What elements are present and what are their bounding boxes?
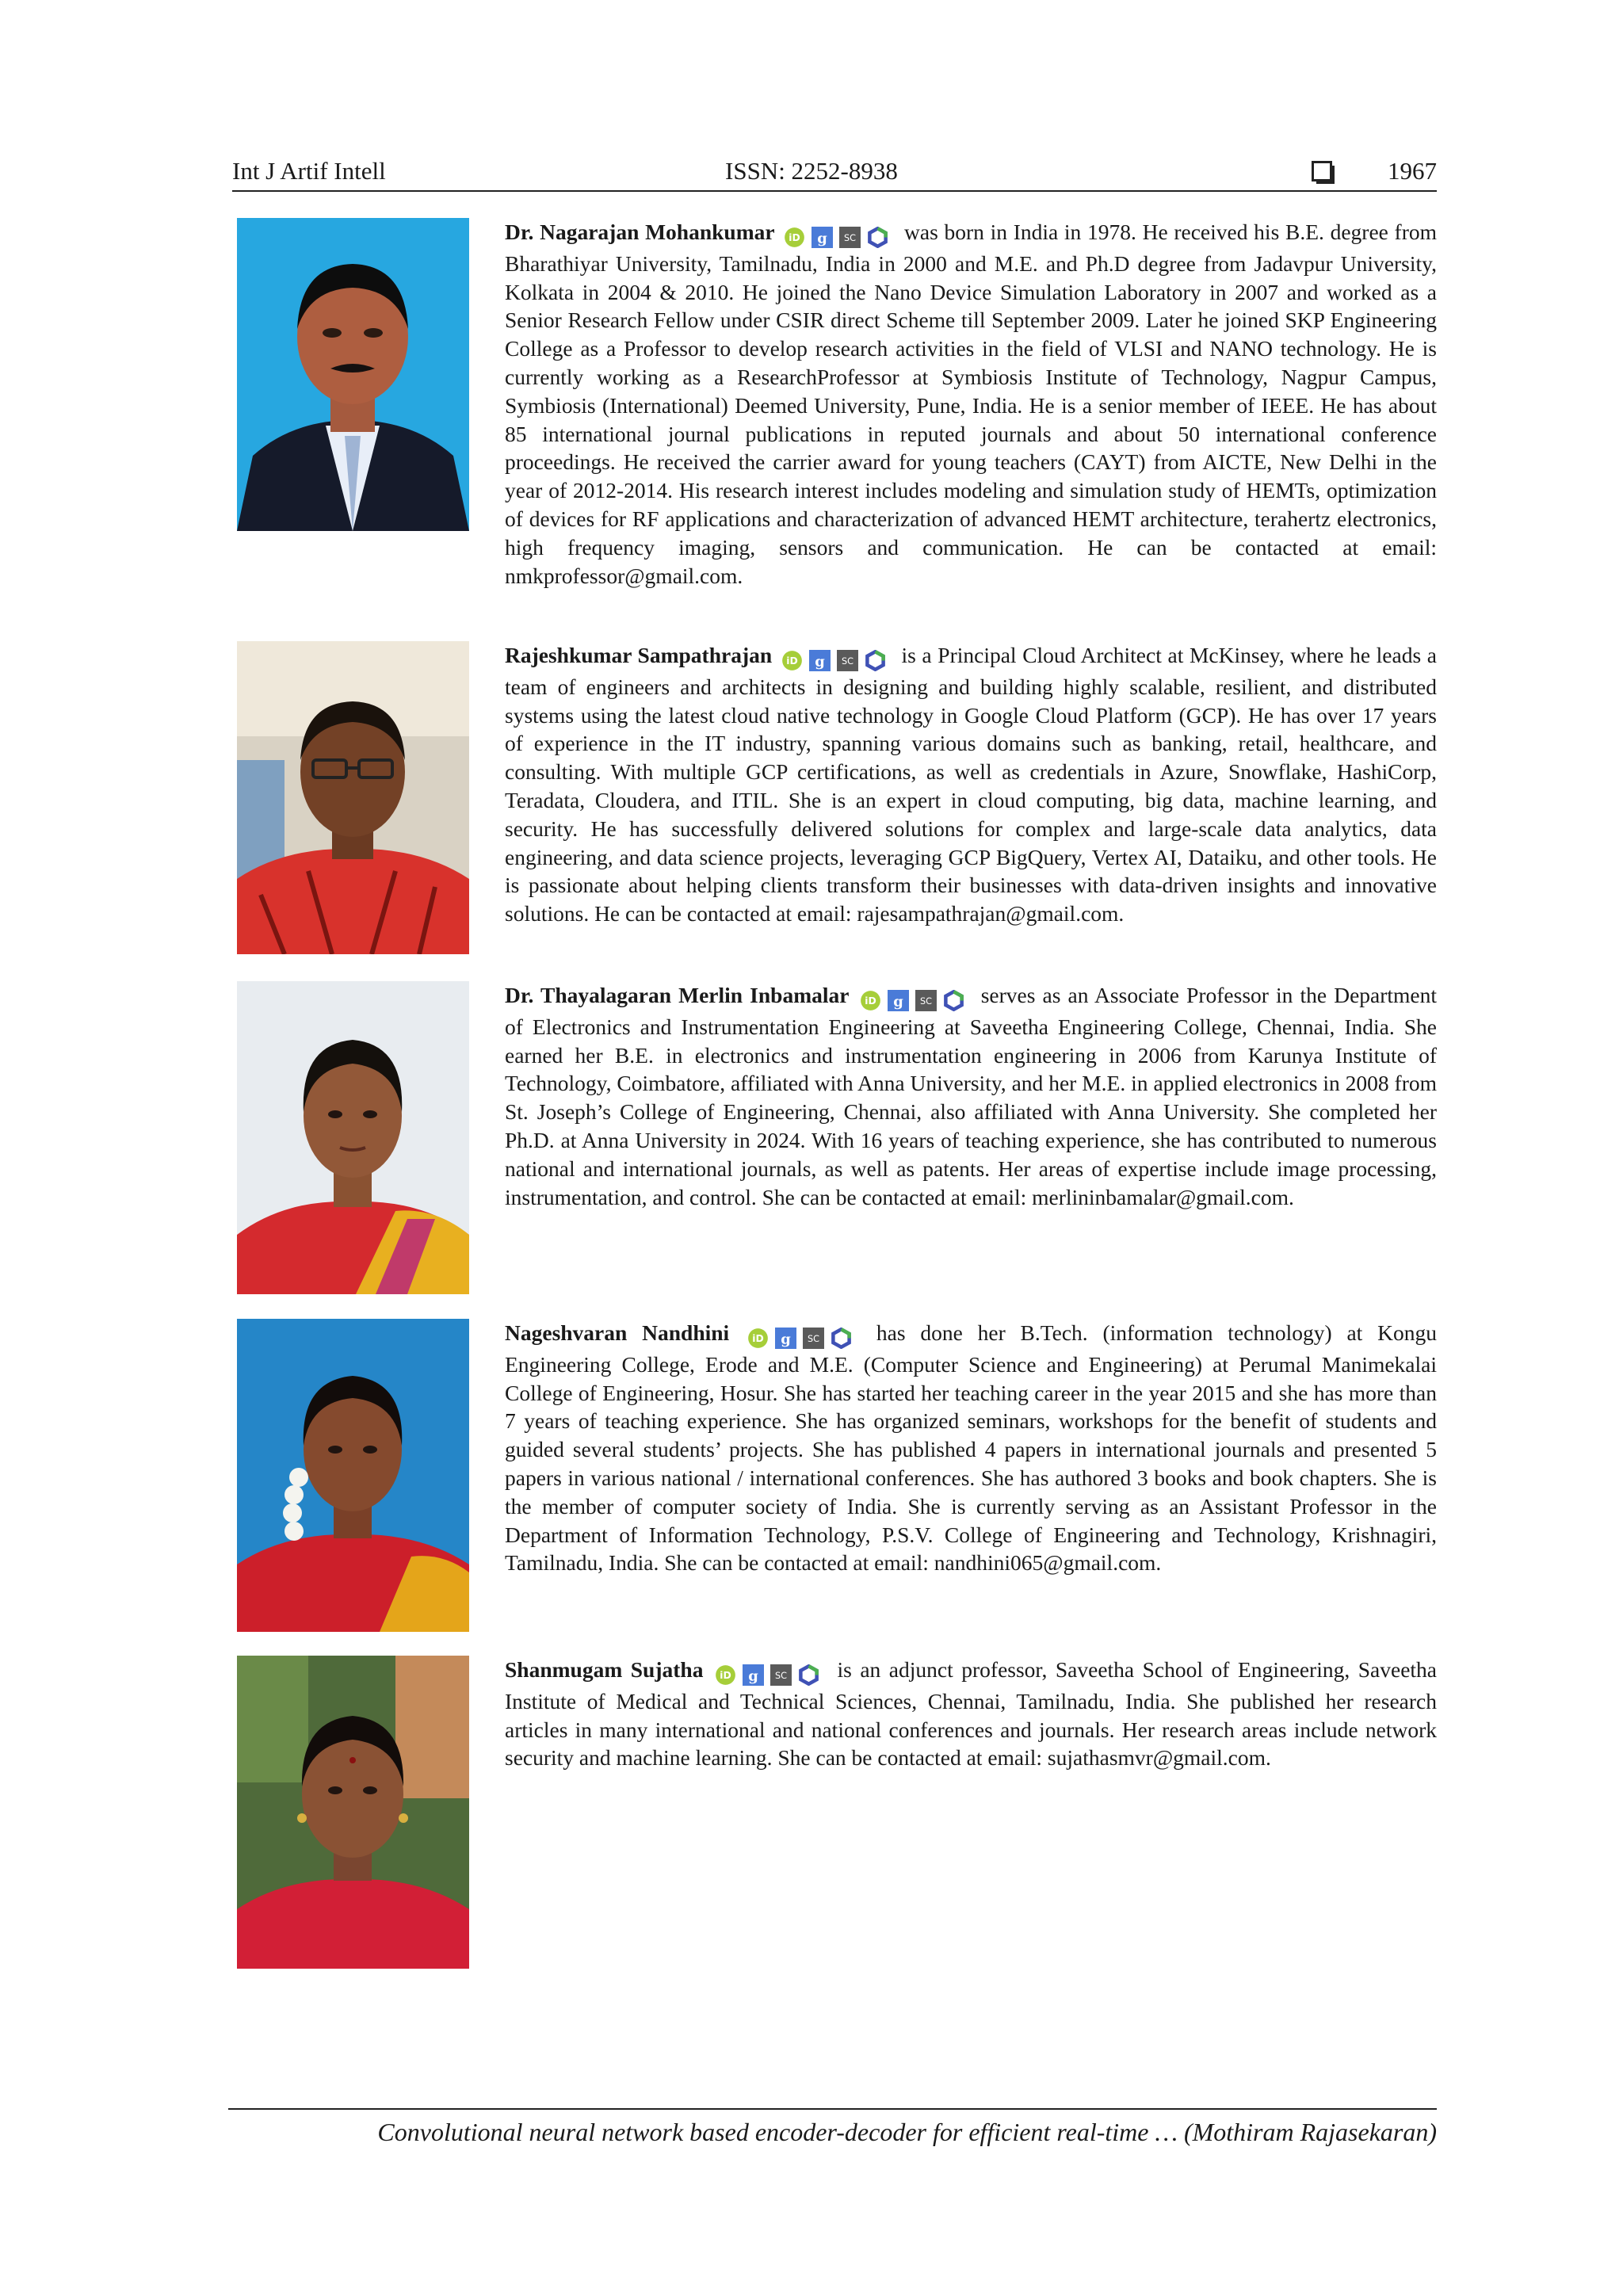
- publons-icon[interactable]: [798, 1664, 819, 1686]
- google-scholar-icon[interactable]: [812, 227, 833, 248]
- journal-name: Int J Artif Intell: [232, 157, 386, 185]
- scopus-icon[interactable]: [915, 990, 937, 1011]
- author-name: Nageshvaran Nandhini: [505, 1320, 730, 1345]
- profile-icons: [784, 221, 895, 250]
- profile-icons: [747, 1322, 858, 1350]
- google-scholar-icon[interactable]: [888, 990, 909, 1011]
- author-photo: [237, 981, 469, 1294]
- svg-text:iD: iD: [789, 232, 801, 244]
- page-header: [232, 152, 1437, 192]
- svg-text:g: g: [815, 653, 825, 670]
- bio-text: [505, 218, 1437, 590]
- author-photo: [237, 1656, 469, 1969]
- bio-description: has done her B.Tech. (information technology) at Kongu Engineering College, Erode and M.E. (Computer Science and Engineering) at Perumal Manimekalai College of Engineering, Hosur. She has started her teaching career in the year 2015 and she has more than 7 years of teaching experience. She has organized seminars, workshops for the benefit of students and guided several students’ projects. She has published 4 papers in international journals and presented 5 papers in various national / international conferences. She has authored 3 books and book chapters. She is the member of computer society of India. She is currently serving as an Assistant Professor in the Department of Information Technology, P.S.V. College of Engineering and Technology, Krishnagiri, Tamilnadu, India. She can be contacted at email: nandhini065@gmail.com.: [505, 1320, 1438, 1576]
- square-icon: [1312, 161, 1332, 181]
- svg-text:SC: SC: [844, 233, 857, 244]
- bio-text: [505, 1656, 1437, 1772]
- page-number: 1967: [1388, 157, 1437, 185]
- author-photo: [237, 1319, 469, 1632]
- running-title: Convolutional neural network based encoder-decoder for efficient real-time … (Mothiram Rajasekaran): [377, 2118, 1437, 2146]
- page-footer: [228, 2108, 1437, 2146]
- scopus-icon[interactable]: [803, 1328, 824, 1349]
- google-scholar-icon[interactable]: [775, 1328, 796, 1349]
- svg-text:g: g: [781, 1331, 791, 1348]
- issn: ISSN: 2252-8938: [725, 157, 898, 185]
- author-name: Dr. Thayalagaran Merlin Inbamalar: [505, 983, 850, 1007]
- bio-text: [505, 981, 1437, 1211]
- bio-text: [505, 641, 1437, 928]
- google-scholar-icon[interactable]: [743, 1664, 764, 1686]
- svg-text:SC: SC: [919, 996, 932, 1007]
- author-photo: [237, 218, 469, 531]
- svg-text:iD: iD: [720, 1670, 731, 1682]
- profile-icons: [781, 644, 892, 673]
- orcid-icon[interactable]: [747, 1328, 769, 1349]
- svg-text:g: g: [748, 1668, 758, 1685]
- orcid-icon[interactable]: [781, 650, 803, 671]
- publons-icon[interactable]: [867, 227, 888, 248]
- author-photo: [237, 641, 469, 954]
- bio-description: is a Principal Cloud Architect at McKinsey, where he leads a team of engineers and architects in designing and building highly scalable, resilient, and distributed systems using the latest cloud native technology in Google Cloud Platform (GCP). He has over 17 years of experience in the IT industry, spanning various domains such as banking, retail, healthcare, and consulting. With multiple GCP certifications, as well as credentials in Azure, Snowflake, HashiCorp, Teradata, Cloudera, and ITIL. She is an expert in cloud computing, big data, machine learning, and security. He has successfully delivered solutions for complex and large-scale data analytics, data engineering, and data science projects, leveraging GCP BigQuery, Vertex AI, Dataiku, and other tools. He is passionate about helping clients transform their businesses with data-driven insights and innovative solutions. He can be contacted at email: rajesampathrajan@gmail.com.: [505, 643, 1438, 926]
- bio-description: is an adjunct professor, Saveetha School of Engineering, Saveetha Institute of Medical and Technical Sciences, Chennai, Tamilnadu, India. She published her research articles in many international and national conferences and journals. Her research areas include network security and machine learning. She can be contacted at email: sujathasmvr@gmail.com.: [505, 1657, 1437, 1771]
- scopus-icon[interactable]: [839, 227, 861, 248]
- bio-description: serves as an Associate Professor in the Department of Electronics and Instrumentation Engineering at Saveetha Engineering College, Chennai, India. She earned her B.E. in electronics and instrumentation engineering in 2006 from Karunya Institute of Technology, Coimbatore, affiliated with Anna University, and her M.E. in applied electronics in 2008 from St. Joseph’s College of Engineering, Chennai, also affiliated with Anna University. She completed her Ph.D. at Anna University in 2024. With 16 years of teaching experience, she has contributed to numerous national and international journals, as well as patents. Her areas of expertise include image processing, instrumentation, and control. She can be contacted at email: merlininbamalar@gmail.com.: [505, 983, 1438, 1209]
- orcid-icon[interactable]: [784, 227, 805, 248]
- google-scholar-icon[interactable]: [809, 650, 831, 671]
- author-name: Dr. Nagarajan Mohankumar: [505, 220, 775, 244]
- author-name: Rajeshkumar Sampathrajan: [505, 643, 773, 667]
- publons-icon[interactable]: [831, 1328, 852, 1349]
- svg-text:iD: iD: [864, 995, 876, 1007]
- publons-icon[interactable]: [943, 990, 964, 1011]
- svg-text:iD: iD: [752, 1333, 764, 1345]
- author-name: Shanmugam Sujatha: [505, 1657, 704, 1682]
- scopus-icon[interactable]: [837, 650, 858, 671]
- bio-text: [505, 1319, 1437, 1577]
- publons-icon[interactable]: [865, 650, 886, 671]
- svg-text:SC: SC: [808, 1334, 820, 1345]
- svg-text:SC: SC: [774, 1671, 787, 1682]
- svg-text:iD: iD: [786, 655, 798, 667]
- svg-text:SC: SC: [841, 656, 854, 667]
- scopus-icon[interactable]: [770, 1664, 792, 1686]
- svg-text:g: g: [817, 230, 828, 247]
- orcid-icon[interactable]: [715, 1664, 736, 1686]
- bio-description: was born in India in 1978. He received his B.E. degree from Bharathiyar University, Tamilnadu, India in 2000 and M.E. and Ph.D degree from Jadavpur University, Kolkata in 2004 & 2010. He joined the Nano Device Simulation Laboratory in 2007 and worked as a Senior Research Fellow under CSIR direct Scheme till September 2009. Later he joined SKP Engineering College as a Professor to develop research activities in the field of VLSI and NANO technology. He is currently working as a ResearchProfessor at Symbiosis Institute of Technology, Nagpur Campus, Symbiosis (International) Deemed University, Pune, India. He is a senior member of IEEE. He has about 85 international journal publications in reputed journals and about 50 international conference proceedings. He received the carrier award for young teachers (CAYT) from AICTE, New Delhi in the year of 2012-2014. His research interest includes modeling and simulation study of HEMTs, optimization of devices for RF applications and characterization of advanced HEMT architecture, terahertz electronics, high frequency imaging, sensors and communication. He can be contacted at email: nmkprofessor@gmail.com.: [505, 220, 1438, 588]
- orcid-icon[interactable]: [860, 990, 881, 1011]
- svg-text:g: g: [892, 993, 903, 1010]
- profile-icons: [715, 1659, 826, 1687]
- profile-icons: [860, 984, 971, 1013]
